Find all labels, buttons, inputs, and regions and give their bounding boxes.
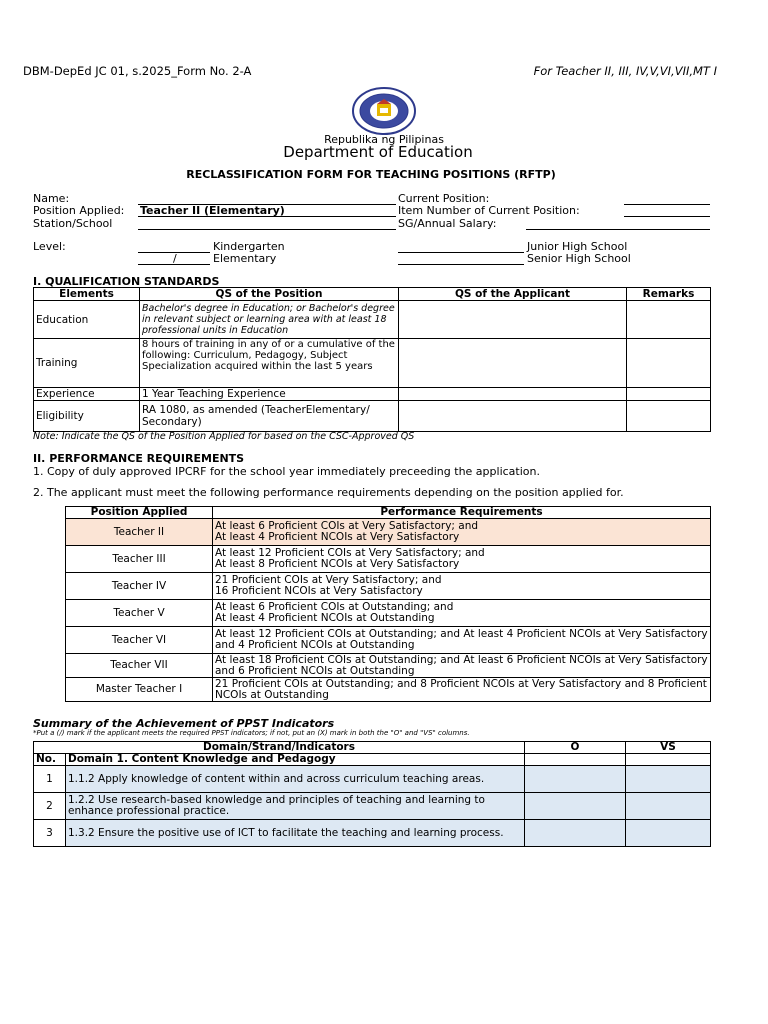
ppst-indicator: 1.3.2 Ensure the positive use of ICT to facilitate the teaching and learning process.: [66, 820, 525, 847]
perf-row: [66, 573, 711, 600]
qs-header-elements: Elements: [34, 288, 140, 301]
ppst-vs-cell[interactable]: [626, 820, 711, 847]
elementary-blank[interactable]: [138, 264, 210, 265]
kindergarten-label: Kindergarten: [213, 240, 285, 253]
ppst-row: [34, 820, 711, 847]
level-label: Level:: [33, 240, 66, 253]
perf-heading: II. PERFORMANCE REQUIREMENTS: [33, 452, 245, 465]
qs-header-remarks: Remarks: [627, 288, 711, 301]
perf-row: [66, 627, 711, 654]
ppst-vs-cell[interactable]: [626, 793, 711, 820]
perf-row: [66, 654, 711, 678]
qs-position-value: 8 hours of training in any of or a cumulative of the following: Curriculum, Pedagogy, Subject Specialization acquired within the last 5 years: [140, 339, 399, 388]
perf-row: [66, 600, 711, 627]
ppst-header-indicators: Domain/Strand/Indicators: [34, 742, 525, 754]
qs-row-education: [34, 301, 711, 339]
qs-remarks-cell[interactable]: [627, 301, 711, 339]
qs-note: Note: Indicate the QS of the Position Applied for based on the CSC-Approved QS: [33, 431, 415, 442]
sg-field[interactable]: [526, 229, 710, 230]
ppst-domain-label: Domain 1. Content Knowledge and Pedagogy: [66, 754, 525, 766]
ppst-o-cell[interactable]: [525, 820, 626, 847]
qs-position-value: Bachelor's degree in Education; or Bachelor's degree in relevant subject or learning area with at least 18 professional units in Education: [140, 301, 399, 339]
form-code: DBM-DepEd JC 01, s.2025_Form No. 2-A: [23, 64, 252, 78]
current-position-label: Current Position:: [398, 192, 490, 205]
perf-requirement: At least 6 Proficient COIs at Outstanding; and At least 4 Proficient NCOIs at Outstanding: [213, 600, 711, 627]
jhs-label: Junior High School: [527, 240, 628, 253]
applies-to: For Teacher II, III, IV,V,VI,VII,MT I: [533, 64, 717, 78]
qs-table: [33, 287, 711, 432]
department-title: Department of Education: [283, 143, 473, 161]
qs-row-experience: [34, 388, 711, 401]
perf-position: Teacher VI: [66, 627, 213, 654]
name-label: Name:: [33, 192, 70, 205]
qs-header-applicant: QS of the Applicant: [399, 288, 627, 301]
qs-position-value: 1 Year Teaching Experience: [140, 388, 399, 401]
perf-requirement: At least 12 Proficient COIs at Very Satisfactory; and At least 8 Proficient NCOIs at Very Satisfactory: [213, 546, 711, 573]
perf-item-2: 2. The applicant must meet the following performance requirements depending on the position applied for.: [33, 486, 624, 499]
perf-position: Teacher IV: [66, 573, 213, 600]
perf-header-requirements: Performance Requirements: [213, 507, 711, 519]
qs-applicant-cell[interactable]: [399, 401, 627, 432]
perf-requirement: At least 6 Proficient COIs at Very Satisfactory; and At least 4 Proficient NCOIs at Very Satisfactory: [213, 519, 711, 546]
ppst-row: [34, 766, 711, 793]
perf-table: [65, 506, 711, 702]
ppst-domain-row: [34, 754, 711, 766]
ppst-domain-o: [525, 754, 626, 766]
elementary-label: Elementary: [213, 252, 277, 265]
qs-row-training: [34, 339, 711, 388]
perf-row: [66, 678, 711, 702]
elementary-mark: /: [173, 252, 177, 265]
item-number-label: Item Number of Current Position:: [398, 204, 580, 217]
qs-position-value: RA 1080, as amended (TeacherElementary/ Secondary): [140, 401, 399, 432]
jhs-blank[interactable]: [398, 252, 524, 253]
perf-row: [66, 546, 711, 573]
item-number-field[interactable]: [624, 216, 710, 217]
station-field[interactable]: [138, 229, 396, 230]
qs-header-row: [34, 288, 711, 301]
ppst-no-label: No.: [34, 754, 66, 766]
ppst-indicator: 1.2.2 Use research-based knowledge and principles of teaching and learning to enhance professional practice.: [66, 793, 525, 820]
qs-remarks-cell[interactable]: [627, 401, 711, 432]
republic-label: Republika ng Pilipinas: [324, 133, 444, 146]
ppst-header-vs: VS: [626, 742, 711, 754]
station-label: Station/School: [33, 217, 113, 230]
perf-requirement: 21 Proficient COIs at Outstanding; and 8 Proficient NCOIs at Very Satisfactory and 8 Proficient NCOIs at Outstanding: [213, 678, 711, 702]
perf-requirement: 21 Proficient COIs at Very Satisfactory; and 16 Proficient NCOIs at Very Satisfactory: [213, 573, 711, 600]
ppst-no: 3: [34, 820, 66, 847]
perf-position: Teacher V: [66, 600, 213, 627]
summary-instruction: *Put a (/) mark if the applicant meets the required PPST indicators; if not, put an (X) mark in both the "O" and "VS" columns.: [33, 729, 470, 737]
perf-position: Master Teacher I: [66, 678, 213, 702]
ppst-header-o: O: [525, 742, 626, 754]
perf-requirement: At least 12 Proficient COIs at Outstanding; and At least 4 Proficient NCOIs at Very Satisfactory and 4 Proficient NCOIs at Outstanding: [213, 627, 711, 654]
ppst-domain-vs: [626, 754, 711, 766]
form-title: RECLASSIFICATION FORM FOR TEACHING POSITIONS (RFTP): [186, 168, 556, 181]
qs-element: Education: [34, 301, 140, 339]
shs-blank[interactable]: [398, 264, 524, 265]
perf-requirement: At least 18 Proficient COIs at Outstanding; and At least 6 Proficient NCOIs at Very Satisfactory and 6 Proficient NCOIs at Outstanding: [213, 654, 711, 678]
perf-position: Teacher VII: [66, 654, 213, 678]
ppst-o-cell[interactable]: [525, 793, 626, 820]
perf-position: Teacher III: [66, 546, 213, 573]
perf-header-position: Position Applied: [66, 507, 213, 519]
perf-header-row: [66, 507, 711, 519]
ppst-no: 1: [34, 766, 66, 793]
qs-heading: I. QUALIFICATION STANDARDS: [33, 275, 220, 288]
current-position-field[interactable]: [624, 204, 710, 205]
qs-remarks-cell[interactable]: [627, 339, 711, 388]
position-label: Position Applied:: [33, 204, 125, 217]
ppst-table: [33, 741, 711, 847]
ppst-vs-cell[interactable]: [626, 766, 711, 793]
perf-position: Teacher II: [66, 519, 213, 546]
ppst-indicator: 1.1.2 Apply knowledge of content within and across curriculum teaching areas.: [66, 766, 525, 793]
shs-label: Senior High School: [527, 252, 631, 265]
perf-row-selected: [66, 519, 711, 546]
ppst-no: 2: [34, 793, 66, 820]
qs-header-position: QS of the Position: [140, 288, 399, 301]
ppst-row: [34, 793, 711, 820]
summary-title: Summary of the Achievement of PPST Indicators: [33, 717, 335, 730]
qs-element: Training: [34, 339, 140, 388]
position-field-line: [138, 216, 396, 217]
qs-remarks-cell[interactable]: [627, 388, 711, 401]
position-value[interactable]: Teacher II (Elementary): [140, 204, 285, 217]
perf-item-1: 1. Copy of duly approved IPCRF for the school year immediately preceeding the application.: [33, 465, 540, 478]
deped-seal: [351, 86, 417, 136]
ppst-o-cell[interactable]: [525, 766, 626, 793]
qs-row-eligibility: [34, 401, 711, 432]
qs-element: Eligibility: [34, 401, 140, 432]
sg-label: SG/Annual Salary:: [398, 217, 497, 230]
qs-applicant-cell[interactable]: [399, 339, 627, 388]
qs-element: Experience: [34, 388, 140, 401]
ppst-header-row: [34, 742, 711, 754]
qs-applicant-cell[interactable]: [399, 388, 627, 401]
qs-applicant-cell[interactable]: [399, 301, 627, 339]
